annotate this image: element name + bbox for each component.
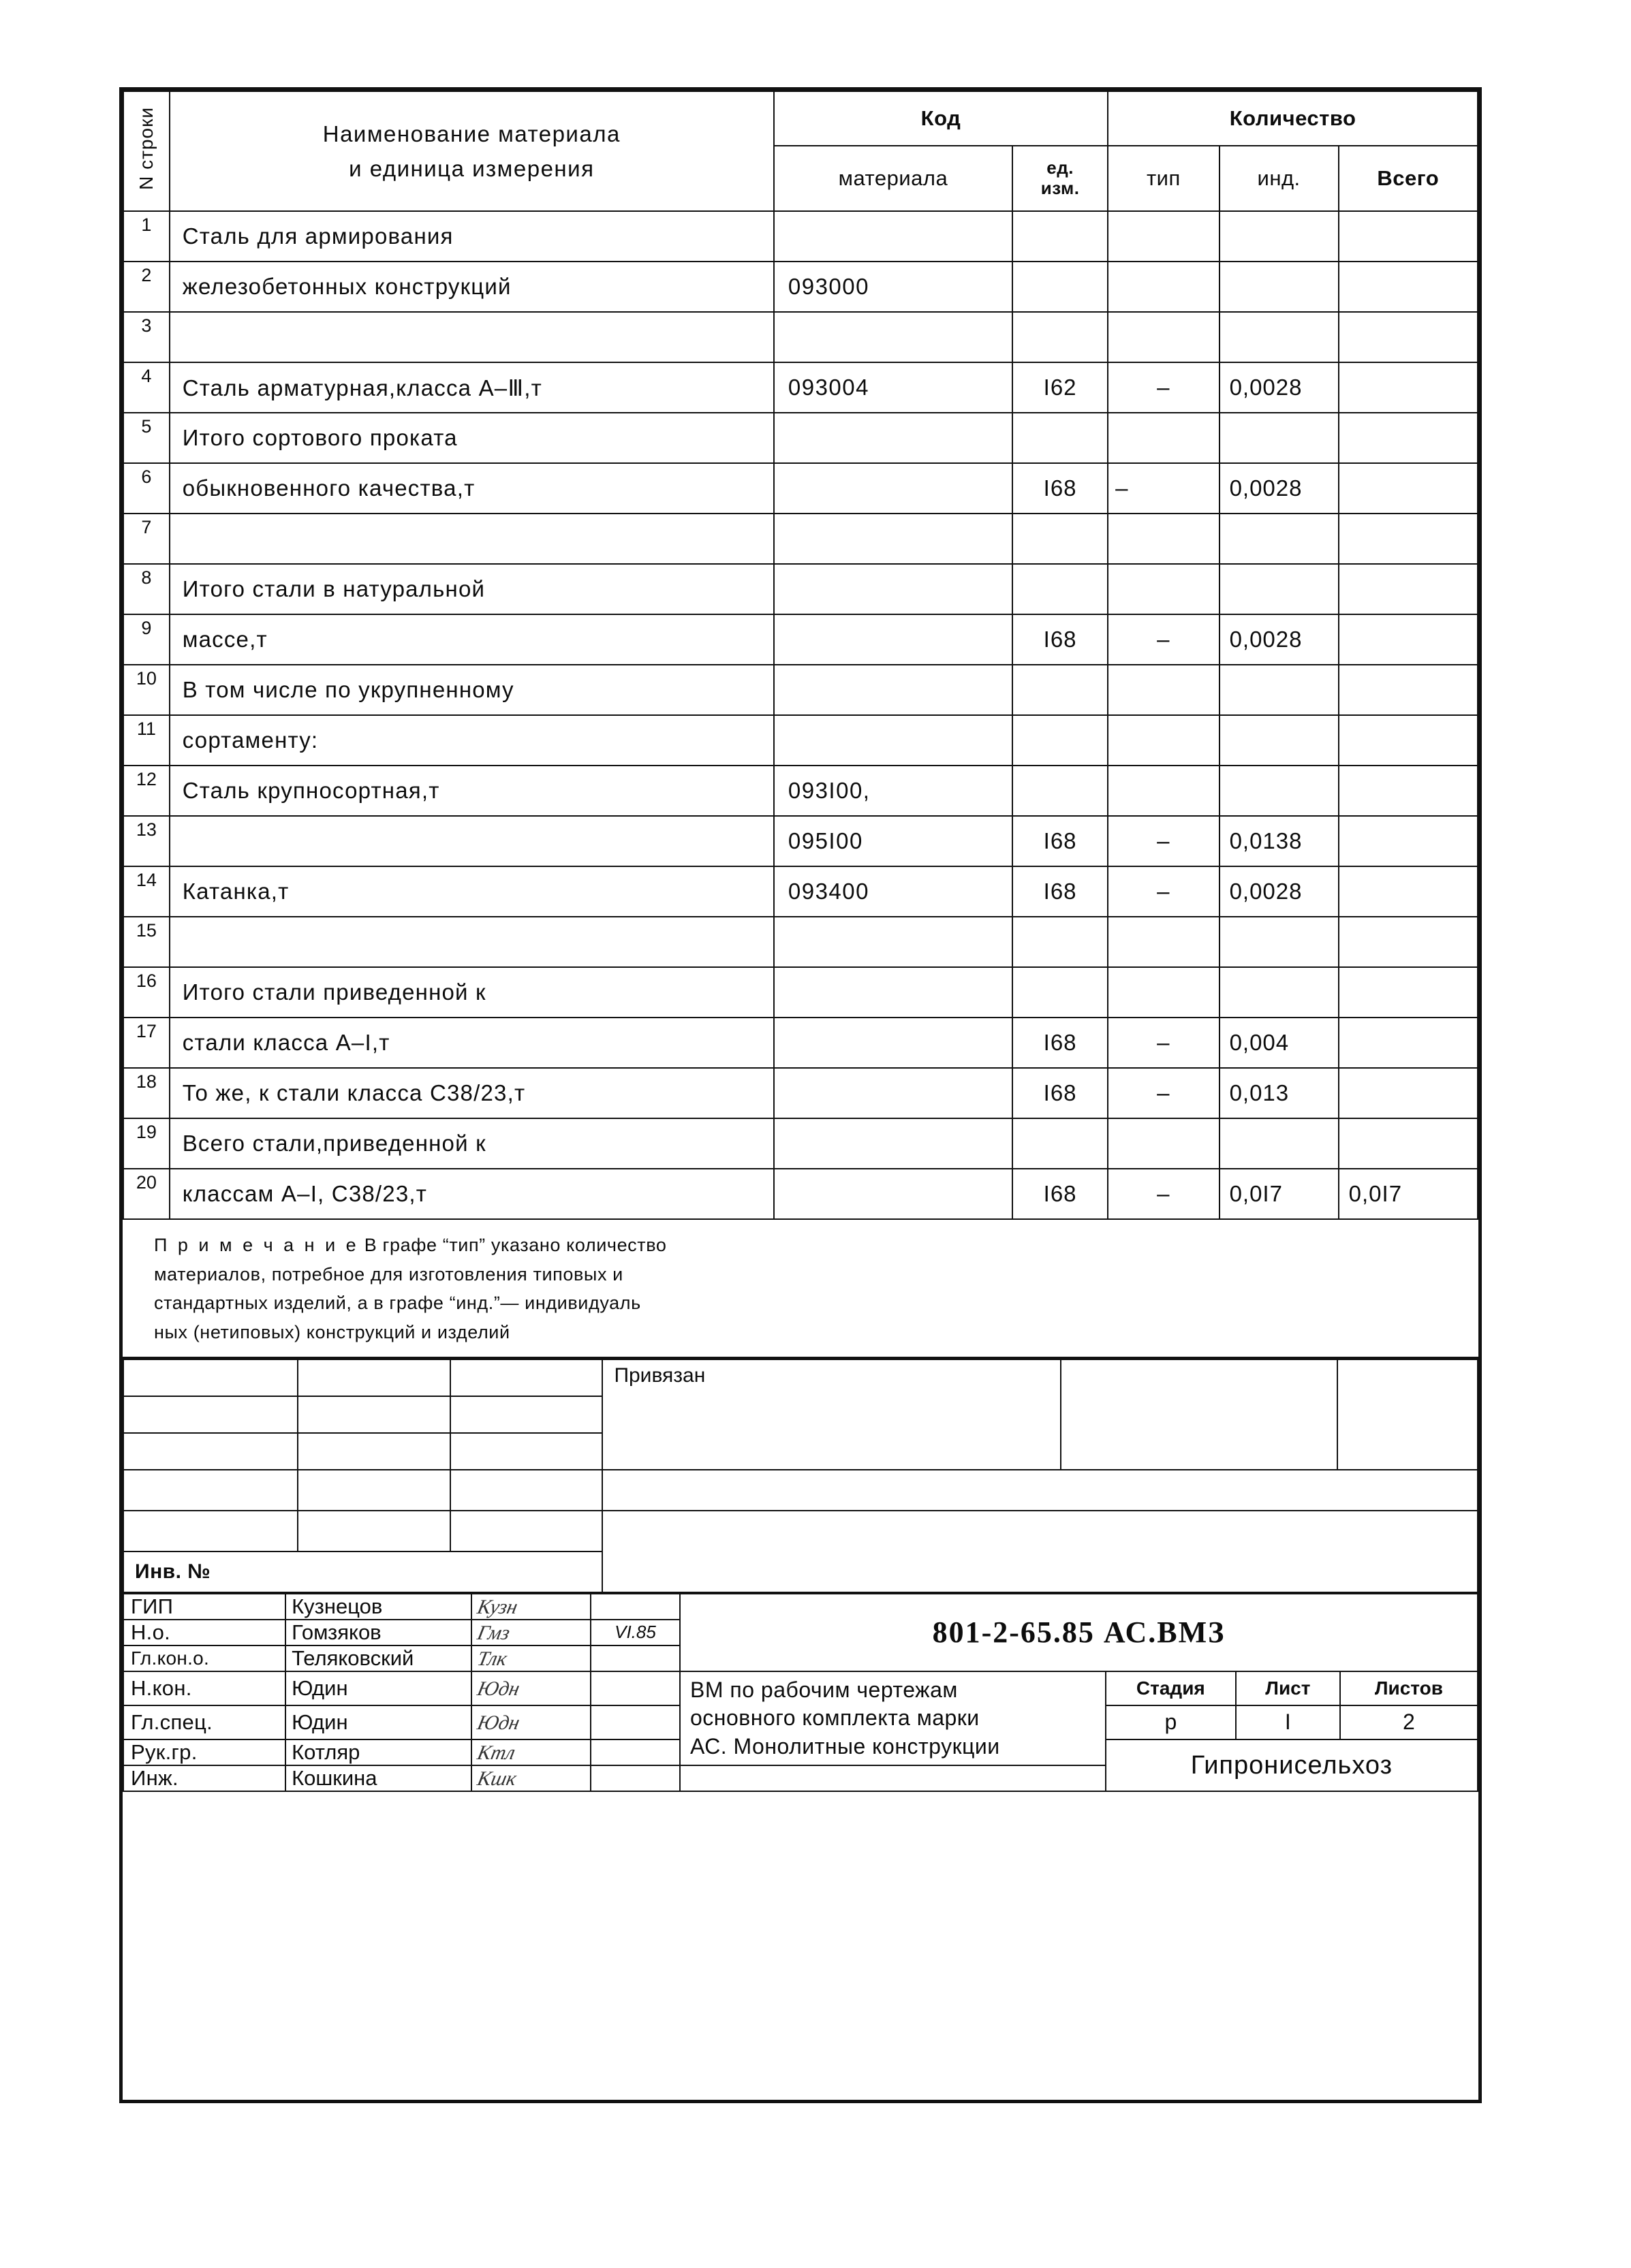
signature-scribble: Юдн <box>475 1677 523 1700</box>
row-material-name: Итого сортового проката <box>170 413 774 463</box>
row-ind: 0,0138 <box>1220 816 1339 866</box>
row-material-name <box>170 514 774 564</box>
signature-mark <box>471 1671 591 1705</box>
row-unit: I68 <box>1012 866 1108 917</box>
table-row <box>123 715 1478 766</box>
signature-name: Кузнецов <box>285 1594 471 1620</box>
document-sheet <box>119 87 1482 2103</box>
row-total <box>1339 1068 1478 1118</box>
row-ind: 0,013 <box>1220 1068 1339 1118</box>
row-number: 19 <box>123 1118 170 1169</box>
header-quantity: Количество <box>1108 91 1478 146</box>
row-code <box>774 665 1012 715</box>
row-number: 15 <box>123 917 170 967</box>
binding-cell <box>298 1433 450 1470</box>
row-ind <box>1220 917 1339 967</box>
binding-cell <box>298 1511 450 1552</box>
table-row <box>123 1118 1478 1169</box>
row-unit <box>1012 967 1108 1018</box>
row-unit: I68 <box>1012 1018 1108 1068</box>
table-row <box>123 1169 1478 1219</box>
signature-scribble: Кузн <box>475 1595 520 1618</box>
row-unit: I62 <box>1012 362 1108 413</box>
row-number: 18 <box>123 1068 170 1118</box>
row-unit: I68 <box>1012 1068 1108 1118</box>
stage-value: р <box>1106 1705 1236 1739</box>
row-number: 20 <box>123 1169 170 1219</box>
binding-cell <box>450 1433 603 1470</box>
row-unit <box>1012 1118 1108 1169</box>
row-code <box>774 614 1012 665</box>
binding-grid-row <box>123 1359 1478 1396</box>
table-row <box>123 413 1478 463</box>
signature-mark <box>471 1620 591 1645</box>
binding-cell <box>602 1511 1478 1592</box>
note-line-1 <box>154 1231 1470 1260</box>
header-code-unit <box>1012 146 1108 211</box>
binding-cell <box>450 1359 603 1396</box>
binding-cell <box>1061 1359 1337 1470</box>
row-tip <box>1108 917 1219 967</box>
row-total <box>1339 1018 1478 1068</box>
row-ind <box>1220 564 1339 614</box>
row-unit <box>1012 665 1108 715</box>
binding-cell <box>450 1511 603 1552</box>
row-unit <box>1012 312 1108 362</box>
row-total <box>1339 1118 1478 1169</box>
header-material-name-line2: и единица измерения <box>349 156 595 181</box>
signature-name: Теляковский <box>285 1645 471 1671</box>
note-line1-rest: В графе “тип” указано количество <box>358 1235 667 1255</box>
row-material-name: То же, к стали класса С38/23,т <box>170 1068 774 1118</box>
row-tip <box>1108 413 1219 463</box>
header-row-number <box>123 91 170 211</box>
row-total: 0,0I7 <box>1339 1169 1478 1219</box>
binding-cell <box>1337 1359 1478 1470</box>
row-code <box>774 211 1012 262</box>
signature-scribble: Гмз <box>475 1621 512 1644</box>
header-material-name <box>170 91 774 211</box>
binding-grid <box>123 1359 1478 1593</box>
row-number: 1 <box>123 211 170 262</box>
table-row <box>123 614 1478 665</box>
row-tip <box>1108 312 1219 362</box>
row-number: 12 <box>123 766 170 816</box>
row-total <box>1339 866 1478 917</box>
row-unit <box>1012 514 1108 564</box>
row-material-name: массе,т <box>170 614 774 665</box>
row-unit <box>1012 766 1108 816</box>
row-ind: 0,0028 <box>1220 362 1339 413</box>
table-row <box>123 1068 1478 1118</box>
signature-row <box>123 1594 1478 1620</box>
note-block <box>123 1220 1478 1359</box>
signature-name: Кошкина <box>285 1765 471 1791</box>
row-total <box>1339 413 1478 463</box>
row-tip: – <box>1108 463 1219 514</box>
row-unit: I68 <box>1012 614 1108 665</box>
row-number: 5 <box>123 413 170 463</box>
row-material-name: Сталь для армирования <box>170 211 774 262</box>
object-description <box>680 1671 1106 1766</box>
row-unit <box>1012 917 1108 967</box>
sheets-value: 2 <box>1340 1705 1478 1739</box>
table-row <box>123 564 1478 614</box>
row-ind <box>1220 1118 1339 1169</box>
row-material-name: Всего стали,приведенной к <box>170 1118 774 1169</box>
row-code <box>774 463 1012 514</box>
row-code <box>774 715 1012 766</box>
signature-date: VI.85 <box>591 1620 680 1645</box>
binding-cell <box>123 1396 298 1433</box>
header-code-unit-line1: ед. <box>1046 157 1074 178</box>
signature-name: Гомзяков <box>285 1620 471 1645</box>
row-number: 13 <box>123 816 170 866</box>
row-tip <box>1108 262 1219 312</box>
binding-cell <box>450 1470 603 1511</box>
signature-date <box>591 1671 680 1705</box>
row-total <box>1339 463 1478 514</box>
row-unit <box>1012 564 1108 614</box>
row-number: 4 <box>123 362 170 413</box>
binding-grid-row <box>123 1470 1478 1511</box>
row-ind: 0,0028 <box>1220 463 1339 514</box>
signature-role: Н.о. <box>123 1620 285 1645</box>
table-row <box>123 766 1478 816</box>
row-total <box>1339 766 1478 816</box>
row-material-name: Итого стали в натуральной <box>170 564 774 614</box>
row-total <box>1339 614 1478 665</box>
signature-role: Н.кон. <box>123 1671 285 1705</box>
signature-date <box>591 1739 680 1766</box>
row-material-name: классам А–I, С38/23,т <box>170 1169 774 1219</box>
signature-date <box>591 1705 680 1739</box>
row-number: 11 <box>123 715 170 766</box>
row-total <box>1339 211 1478 262</box>
row-total <box>1339 564 1478 614</box>
row-tip: – <box>1108 614 1219 665</box>
row-material-name <box>170 917 774 967</box>
signature-name: Юдин <box>285 1705 471 1739</box>
binding-cell <box>298 1396 450 1433</box>
sheet-value: I <box>1236 1705 1340 1739</box>
header-quantity-total: Всего <box>1339 146 1478 211</box>
row-unit <box>1012 715 1108 766</box>
row-code: 093400 <box>774 866 1012 917</box>
row-code: 095I00 <box>774 816 1012 866</box>
header-code: Код <box>774 91 1108 146</box>
row-ind: 0,0I7 <box>1220 1169 1339 1219</box>
row-tip: – <box>1108 1018 1219 1068</box>
row-ind <box>1220 211 1339 262</box>
table-row <box>123 816 1478 866</box>
signature-mark <box>471 1705 591 1739</box>
row-material-name <box>170 816 774 866</box>
row-tip <box>1108 766 1219 816</box>
row-tip <box>1108 967 1219 1018</box>
signature-role: Гл.спец. <box>123 1705 285 1739</box>
row-ind: 0,004 <box>1220 1018 1339 1068</box>
row-code <box>774 917 1012 967</box>
table-row <box>123 312 1478 362</box>
signature-scribble: Тлк <box>475 1647 510 1670</box>
note-line-3: стандартных изделий, а в графе “инд.”— индивидуаль <box>154 1293 641 1314</box>
signature-role: Инж. <box>123 1765 285 1791</box>
table-row <box>123 1018 1478 1068</box>
row-tip: – <box>1108 1169 1219 1219</box>
row-total <box>1339 362 1478 413</box>
row-unit: I68 <box>1012 1169 1108 1219</box>
organization-name: Гипронисельхоз <box>1106 1739 1478 1792</box>
row-number: 14 <box>123 866 170 917</box>
binding-cell <box>298 1470 450 1511</box>
header-material-name-line1: Наименование материала <box>322 121 621 146</box>
row-total <box>1339 917 1478 967</box>
row-ind: 0,0028 <box>1220 866 1339 917</box>
row-material-name: Сталь арматурная,класса А–Ⅲ,т <box>170 362 774 413</box>
signature-scribble: Кшк <box>475 1767 519 1791</box>
binding-cell <box>123 1359 298 1396</box>
row-code <box>774 514 1012 564</box>
row-ind <box>1220 665 1339 715</box>
signature-mark <box>471 1739 591 1766</box>
row-tip <box>1108 514 1219 564</box>
signature-role: Рук.гр. <box>123 1739 285 1766</box>
note-lead: П р и м е ч а н и е <box>154 1235 359 1255</box>
row-number: 16 <box>123 967 170 1018</box>
sheet-label: Лист <box>1236 1671 1340 1705</box>
row-code <box>774 312 1012 362</box>
privyazan-label: Привязан <box>602 1359 1061 1470</box>
row-material-name: Сталь крупносортная,т <box>170 766 774 816</box>
row-code: 093I00, <box>774 766 1012 816</box>
row-ind <box>1220 413 1339 463</box>
row-number: 17 <box>123 1018 170 1068</box>
row-tip: – <box>1108 866 1219 917</box>
row-ind <box>1220 262 1339 312</box>
row-unit <box>1012 211 1108 262</box>
row-tip: – <box>1108 362 1219 413</box>
header-row-number-label: N строки <box>135 107 157 190</box>
row-ind <box>1220 514 1339 564</box>
row-total <box>1339 816 1478 866</box>
row-code: 093000 <box>774 262 1012 312</box>
row-total <box>1339 262 1478 312</box>
table-row <box>123 514 1478 564</box>
row-material-name <box>170 312 774 362</box>
row-code <box>774 1118 1012 1169</box>
row-ind <box>1220 766 1339 816</box>
row-ind <box>1220 715 1339 766</box>
stamp-blank-cell <box>680 1765 1106 1791</box>
stage-label: Стадия <box>1106 1671 1236 1705</box>
signature-mark <box>471 1765 591 1791</box>
binding-cell <box>298 1359 450 1396</box>
header-quantity-ind: инд. <box>1220 146 1339 211</box>
row-material-name: Итого стали приведенной к <box>170 967 774 1018</box>
row-material-name: обыкновенного качества,т <box>170 463 774 514</box>
row-number: 2 <box>123 262 170 312</box>
row-material-name: Катанка,т <box>170 866 774 917</box>
table-row <box>123 665 1478 715</box>
signature-row <box>123 1671 1478 1705</box>
object-description-line2: основного комплекта марки <box>690 1705 980 1731</box>
binding-cell <box>450 1396 603 1433</box>
row-ind <box>1220 967 1339 1018</box>
row-tip <box>1108 564 1219 614</box>
binding-cell <box>123 1433 298 1470</box>
signature-role: Гл.кон.о. <box>123 1645 285 1671</box>
row-code <box>774 1169 1012 1219</box>
row-material-name: железобетонных конструкций <box>170 262 774 312</box>
object-description-line3: АС. Монолитные конструкции <box>690 1733 1000 1759</box>
row-material-name: стали класса А–I,т <box>170 1018 774 1068</box>
header-code-material: материала <box>774 146 1012 211</box>
header-code-unit-line2: изм. <box>1040 178 1080 198</box>
row-total <box>1339 967 1478 1018</box>
row-number: 8 <box>123 564 170 614</box>
row-total <box>1339 514 1478 564</box>
table-header-row-1 <box>123 91 1478 146</box>
row-code <box>774 413 1012 463</box>
row-number: 10 <box>123 665 170 715</box>
note-line-4: ных (нетиповых) конструкций и изделий <box>154 1321 510 1342</box>
signature-role: ГИП <box>123 1594 285 1620</box>
table-row <box>123 917 1478 967</box>
signature-date <box>591 1594 680 1620</box>
signature-scribble: Юдн <box>475 1711 523 1734</box>
binding-cell <box>602 1470 1478 1511</box>
row-tip <box>1108 1118 1219 1169</box>
row-total <box>1339 665 1478 715</box>
row-code <box>774 1068 1012 1118</box>
table-row <box>123 362 1478 413</box>
row-code: 093004 <box>774 362 1012 413</box>
binding-cell <box>123 1470 298 1511</box>
row-number: 3 <box>123 312 170 362</box>
table-row <box>123 967 1478 1018</box>
signature-name: Котляр <box>285 1739 471 1766</box>
row-number: 7 <box>123 514 170 564</box>
binding-grid-row <box>123 1511 1478 1552</box>
table-row <box>123 463 1478 514</box>
row-unit <box>1012 413 1108 463</box>
signature-date <box>591 1645 680 1671</box>
inventory-number-label: Инв. № <box>123 1552 602 1592</box>
row-number: 9 <box>123 614 170 665</box>
header-quantity-type: тип <box>1108 146 1219 211</box>
row-unit: I68 <box>1012 463 1108 514</box>
row-code <box>774 1018 1012 1068</box>
note-line-2: материалов, потребное для изготовления типовых и <box>154 1263 623 1285</box>
table-row <box>123 262 1478 312</box>
row-number: 6 <box>123 463 170 514</box>
document-code: 801-2-65.85 АС.ВМЗ <box>680 1594 1478 1671</box>
row-total <box>1339 715 1478 766</box>
row-ind: 0,0028 <box>1220 614 1339 665</box>
row-material-name: В том числе по укрупненному <box>170 665 774 715</box>
binding-cell <box>123 1511 298 1552</box>
row-code <box>774 564 1012 614</box>
table-row <box>123 211 1478 262</box>
row-material-name: сортаменту: <box>170 715 774 766</box>
row-unit: I68 <box>1012 816 1108 866</box>
signature-date <box>591 1765 680 1791</box>
signature-scribble: Ктл <box>475 1742 518 1765</box>
signature-mark <box>471 1594 591 1620</box>
materials-table <box>123 91 1478 1220</box>
row-tip <box>1108 665 1219 715</box>
title-stamp <box>123 1593 1478 1793</box>
row-tip: – <box>1108 816 1219 866</box>
row-tip <box>1108 211 1219 262</box>
signature-mark <box>471 1645 591 1671</box>
row-unit <box>1012 262 1108 312</box>
object-description-line1: ВМ по рабочим чертежам <box>690 1677 958 1702</box>
row-tip: – <box>1108 1068 1219 1118</box>
sheets-label: Листов <box>1340 1671 1478 1705</box>
row-code <box>774 967 1012 1018</box>
row-total <box>1339 312 1478 362</box>
table-row <box>123 866 1478 917</box>
row-tip <box>1108 715 1219 766</box>
signature-name: Юдин <box>285 1671 471 1705</box>
row-ind <box>1220 312 1339 362</box>
